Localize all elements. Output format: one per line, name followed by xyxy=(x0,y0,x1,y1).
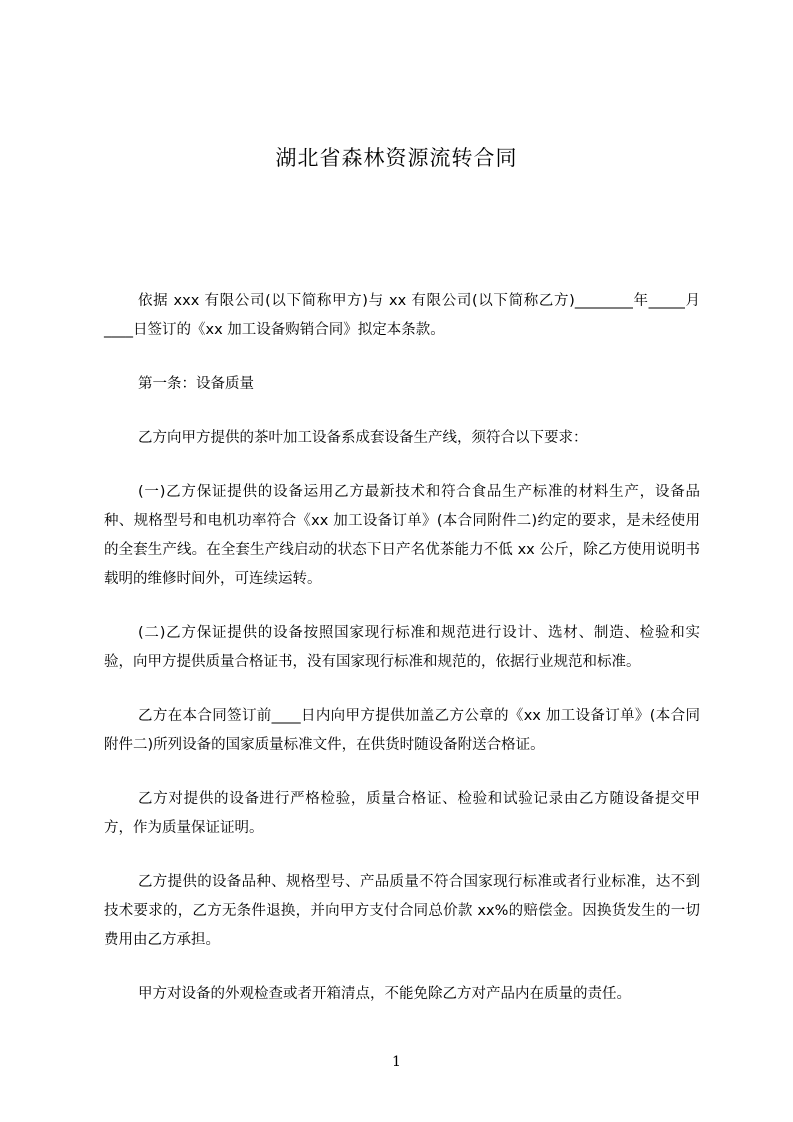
paragraph-liability: 甲方对设备的外观检查或者开箱清点，不能免除乙方对产品内在质量的责任。 xyxy=(138,986,631,1002)
paragraph-nonconformance: 乙方提供的设备品种、规格型号、产品质量不符合国家现行标准或者行业标准，达不到技术要求的，乙方无条件退换，并向甲方支付合同总价款 xx%的赔偿金。因换货发生的一切费用由乙方承担。 xyxy=(104,874,700,948)
article-heading: 第一条：设备质量 xyxy=(138,376,254,392)
paragraph-preamble: 依据 xxx 有限公司(以下简称甲方)与 xx 有限公司(以下简称乙方)________年_____月____日签订的《xx 加工设备购销合同》拟定本条款。 xyxy=(104,293,700,338)
document-body xyxy=(104,287,700,1034)
paragraph-standards-docs: 乙方在本合同签订前____日内向甲方提供加盖乙方公章的《xx 加工设备订单》(本合同附件二)所列设备的国家质量标准文件，在供货时随设备附送合格证。 xyxy=(104,708,700,753)
paragraph-item-2: (二)乙方保证提供的设备按照国家现行标准和规范进行设计、选材、制造、检验和实验，向甲方提供质量合格证书，没有国家现行标准和规范的，依据行业规范和标准。 xyxy=(104,625,700,670)
document-title: 湖北省森林资源流转合同 xyxy=(275,146,518,170)
page-number: 1 xyxy=(392,1054,401,1070)
paragraph-item-1: (一)乙方保证提供的设备运用乙方最新技术和符合食品生产标准的材料生产，设备品种、规格型号和电机功率符合《xx 加工设备订单》(本合同附件二)约定的要求，是未经使用的全套生产线。在全套生产线启动的状态下日产名优茶能力不低 xx 公斤，除乙方使用说明书载明的维修时间外，可连续运转。 xyxy=(104,484,700,587)
paragraph-inspection: 乙方对提供的设备进行严格检验，质量合格证、检验和试验记录由乙方随设备提交甲方，作为质量保证证明。 xyxy=(104,791,700,836)
paragraph-requirements-intro: 乙方向甲方提供的茶叶加工设备系成套设备生产线，须符合以下要求： xyxy=(138,430,588,446)
